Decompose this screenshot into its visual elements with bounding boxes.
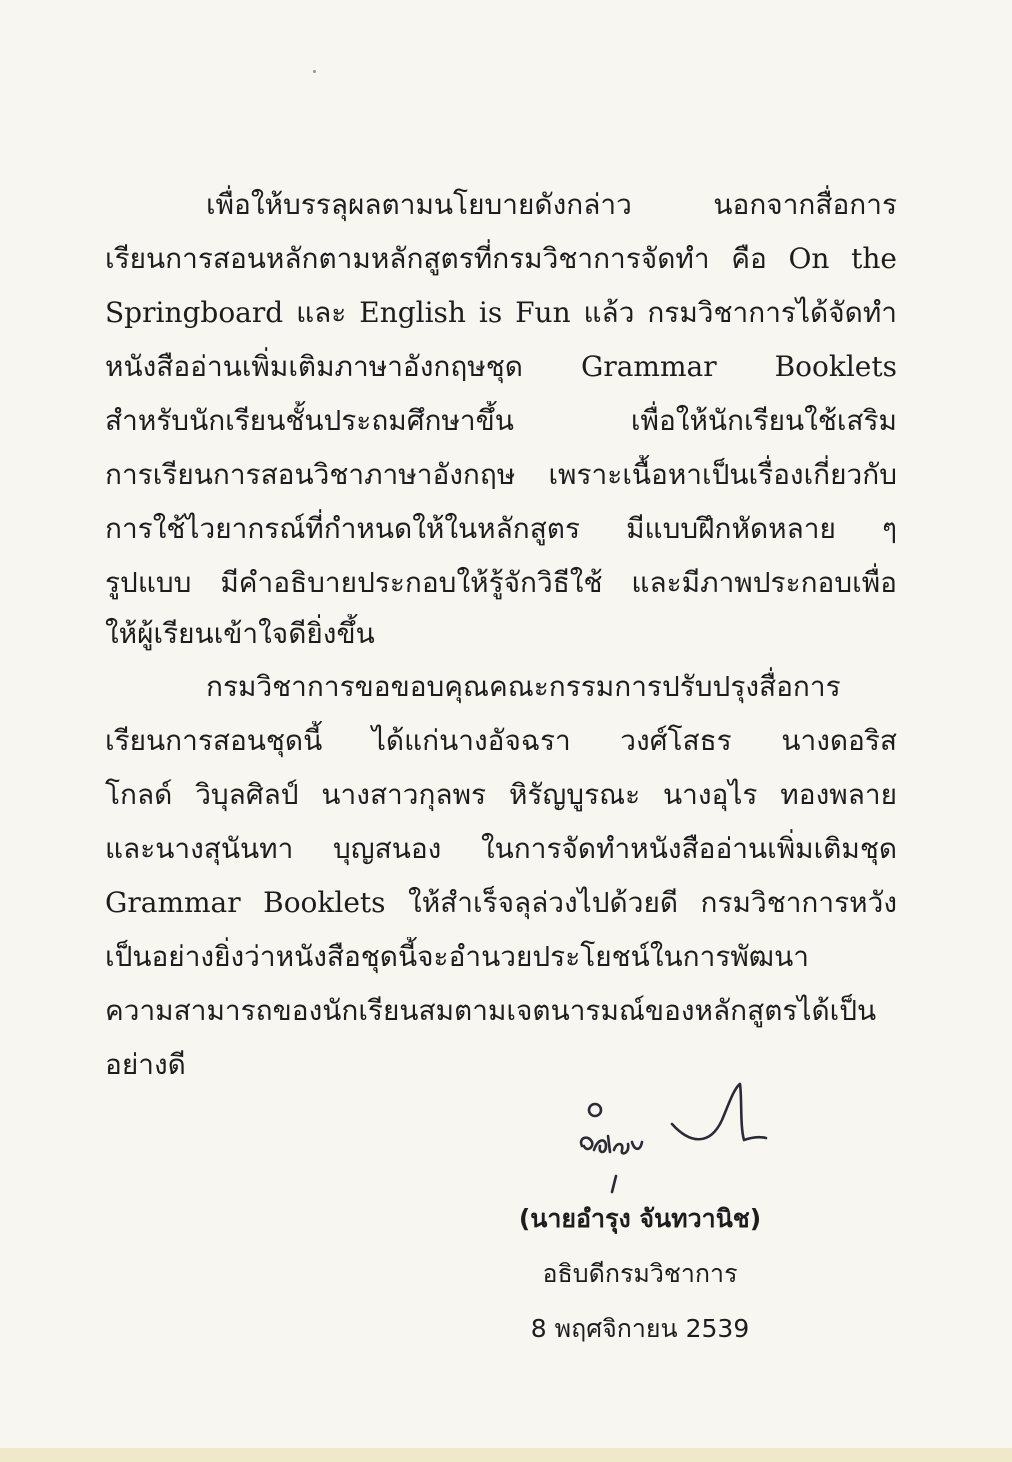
paragraph-line: อย่างดี (105, 1048, 186, 1081)
paragraph-line: สำหรับนักเรียนชั้นประถมศึกษาขึ้น เพื่อให้นักเรียนใช้เสริม (105, 404, 897, 437)
handwritten-signature (572, 1080, 772, 1200)
paragraph-line: Springboard และ English is Fun แล้ว กรมวิชาการได้จัดทำ (105, 296, 897, 329)
signature-date: 8 พฤศจิกายน 2539 (530, 1314, 750, 1343)
paragraph-line: โกลด์ วิบุลศิลป์ นางสาวกุลพร หิรัญบูรณะ นางอุไร ทองพลาย (105, 778, 897, 811)
paragraph-line: เป็นอย่างยิ่งว่าหนังสือชุดนี้จะอำนวยประโยชน์ในการพัฒนา (105, 940, 809, 973)
paragraph-line: และนางสุนันทา บุญสนอง ในการจัดทำหนังสืออ่านเพิ่มเติมชุด (105, 832, 897, 865)
paragraph-line: หนังสืออ่านเพิ่มเติมภาษาอังกฤษชุด Grammar Booklets (105, 350, 897, 383)
page-bottom-edge (0, 1448, 1012, 1462)
paragraph-line: เรียนการสอนชุดนี้ ได้แก่นางอัจฉรา วงศ์โสธร นางดอริส (105, 724, 897, 757)
paragraph-line: การเรียนการสอนวิชาภาษาอังกฤษ เพราะเนื้อหาเป็นเรื่องเกี่ยวกับ (105, 458, 897, 491)
signatory-name: (นายอำรุง จันทวานิช) (518, 1204, 762, 1233)
paragraph-line: รูปแบบ มีคำอธิบายประกอบให้รู้จักวิธีใช้ และมีภาพประกอบเพื่อ (105, 566, 897, 599)
paragraph-line: ความสามารถของนักเรียนสมตามเจตนารมณ์ของหลักสูตรได้เป็น (105, 994, 877, 1027)
paragraph-line: Grammar Booklets ให้สำเร็จลุล่วงไปด้วยดี กรมวิชาการหวัง (105, 886, 897, 919)
paragraph-line: เรียนการสอนหลักตามหลักสูตรที่กรมวิชาการจัดทำ คือ On the (105, 242, 897, 275)
paper-speck (313, 70, 316, 73)
paragraph-line: เพื่อให้บรรลุผลตามนโยบายดังกล่าว นอกจากสื่อการ (206, 188, 897, 221)
paragraph-line: กรมวิชาการขอขอบคุณคณะกรรมการปรับปรุงสื่อการ (206, 670, 841, 703)
paragraph-line: การใช้ไวยากรณ์ที่กำหนดให้ในหลักสูตร มีแบบฝึกหัดหลาย ๆ (105, 512, 897, 545)
paragraph-line: ให้ผู้เรียนเข้าใจดียิ่งขึ้น (105, 617, 375, 650)
signatory-title: อธิบดีกรมวิชาการ (542, 1259, 738, 1288)
